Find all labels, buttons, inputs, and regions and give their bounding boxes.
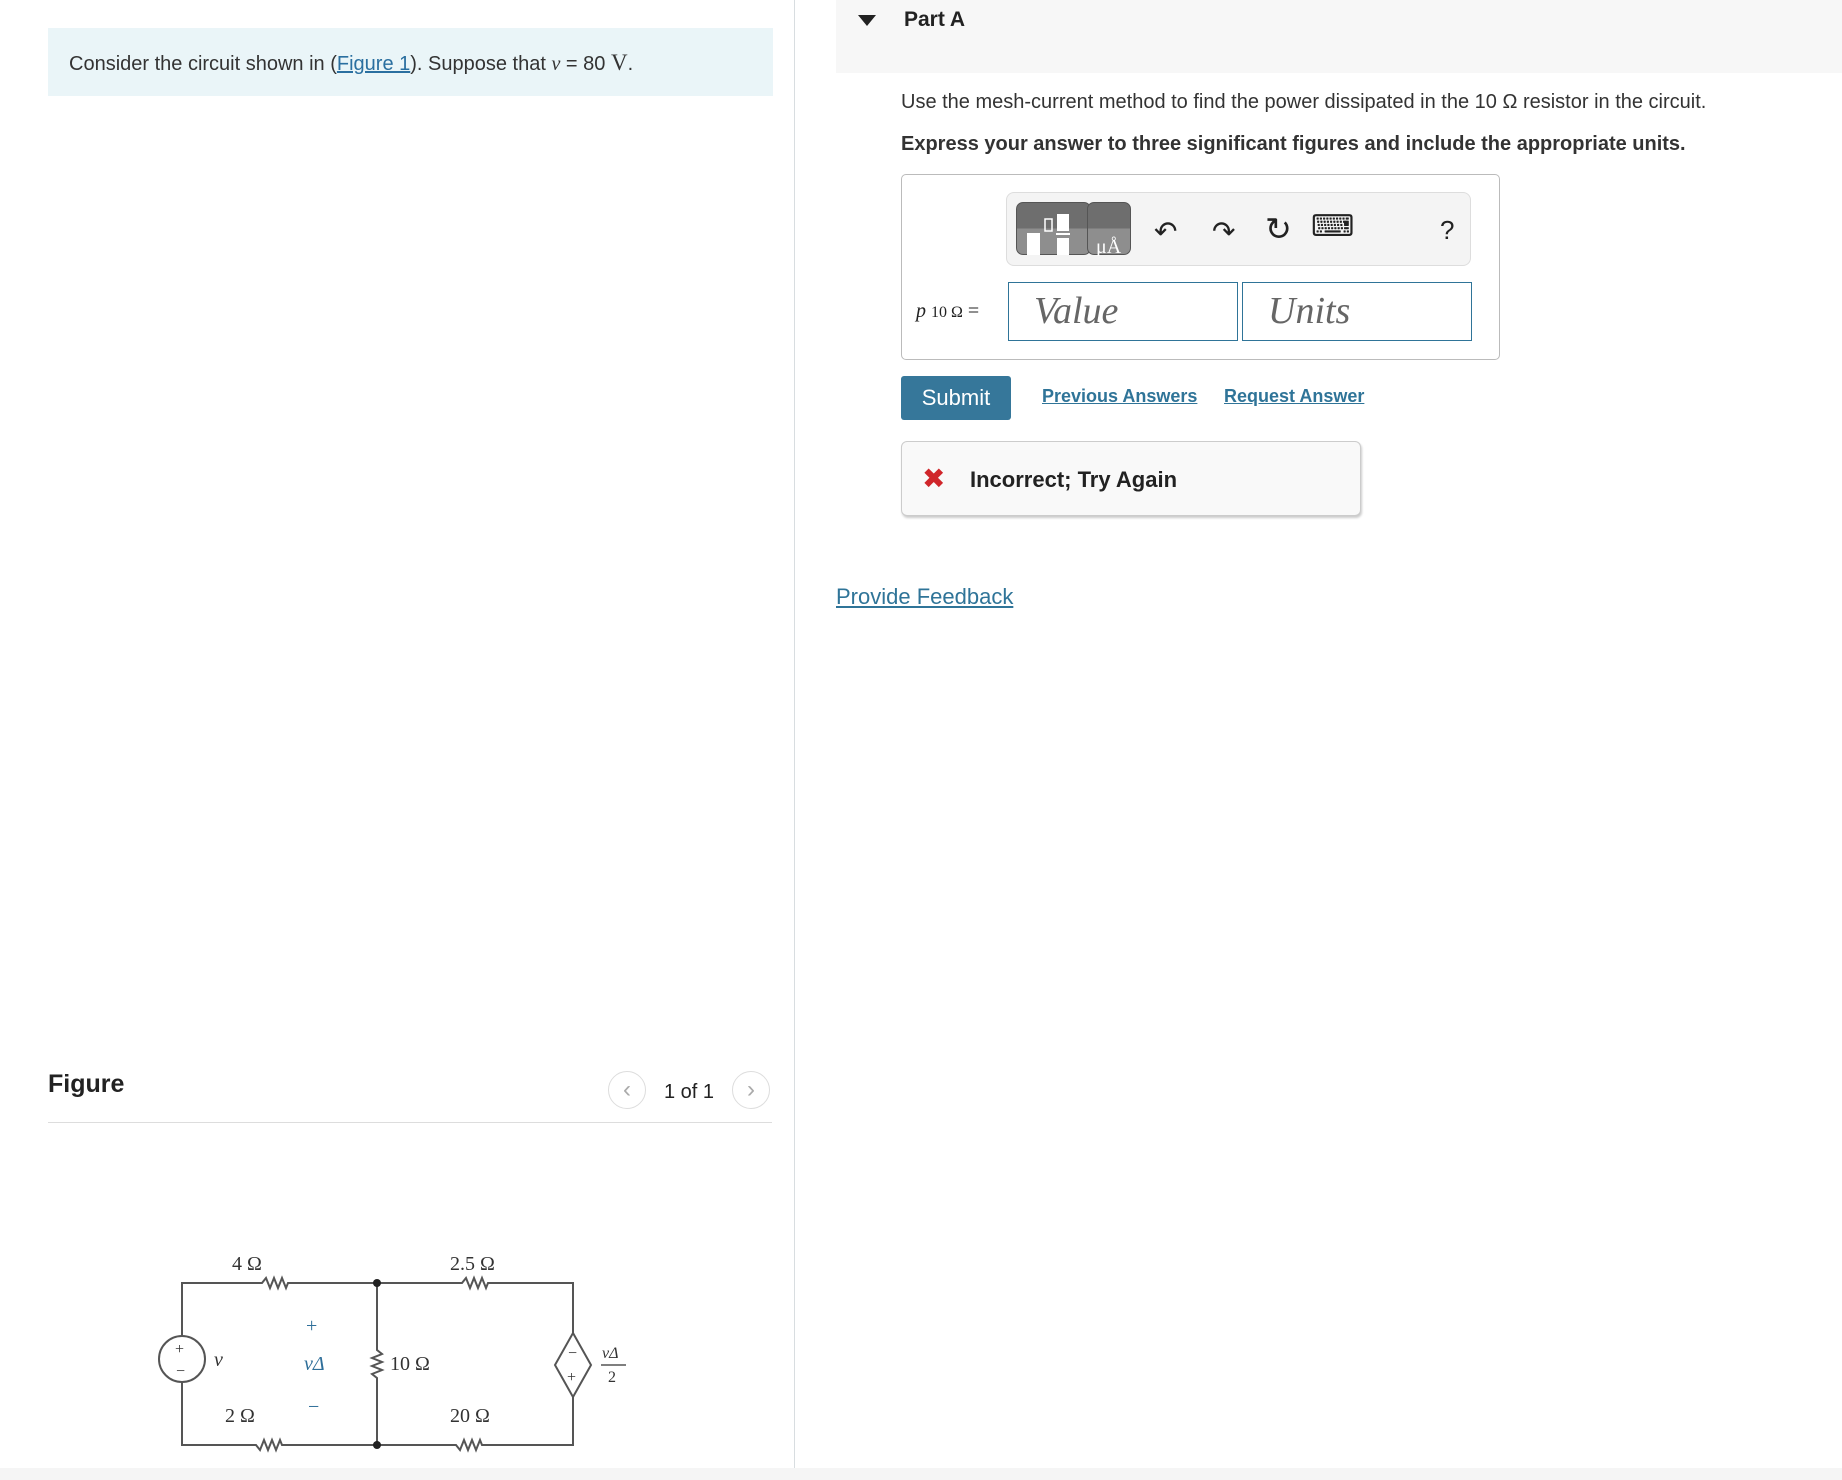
request-answer-link[interactable]: Request Answer — [1224, 386, 1365, 406]
submit-button[interactable]: Submit — [901, 376, 1011, 420]
svg-text:10 Ω: 10 Ω — [390, 1353, 430, 1375]
collapse-triangle-icon[interactable] — [858, 15, 876, 26]
figure-pager: 1 of 1 — [664, 1081, 715, 1103]
circuit-diagram — [140, 1230, 700, 1480]
units-button[interactable] — [1087, 202, 1131, 255]
svg-text:+: + — [567, 1369, 577, 1386]
math-toolbar — [1006, 192, 1471, 266]
svg-text:μÅ: μÅ — [1096, 236, 1122, 256]
feedback-message: Incorrect; Try Again — [970, 467, 1178, 492]
figure-divider — [48, 1122, 772, 1123]
svg-text:20 Ω: 20 Ω — [450, 1405, 490, 1427]
problem-statement: Consider the circuit shown in (Figure 1). Suppose that v = 80 V. — [48, 28, 773, 96]
pane-divider — [794, 0, 795, 1480]
units-icon — [1088, 203, 1132, 256]
templates-icon — [1017, 203, 1092, 256]
svg-text:vΔ: vΔ — [602, 1345, 619, 1362]
answer-label: p 10 Ω = — [916, 300, 980, 322]
svg-text:−: − — [176, 1363, 186, 1380]
svg-text:v: v — [214, 1349, 223, 1371]
instruction-text: Express your answer to three significant figures and include the appropriate units. — [901, 133, 1686, 155]
part-title: Part A — [904, 8, 966, 31]
question-text: Use the mesh-current method to find the power dissipated in the 10 Ω resistor in the circuit. — [901, 91, 1707, 113]
reset-icon[interactable]: ↻ — [1265, 211, 1292, 247]
previous-answers-link[interactable]: Previous Answers — [1042, 386, 1198, 406]
help-icon[interactable]: ? — [1440, 215, 1455, 245]
part-header[interactable] — [836, 0, 1842, 73]
figure-heading: Figure — [48, 1070, 125, 1098]
redo-icon[interactable]: ↷ — [1212, 216, 1236, 247]
svg-text:4 Ω: 4 Ω — [232, 1253, 262, 1275]
svg-text:−: − — [308, 1396, 320, 1418]
keyboard-icon[interactable]: ⌨ — [1311, 210, 1355, 243]
svg-text:vΔ: vΔ — [304, 1353, 325, 1375]
templates-button[interactable] — [1016, 202, 1091, 255]
bottom-bar — [0, 1468, 1842, 1480]
feedback-box — [901, 441, 1361, 516]
svg-text:2 Ω: 2 Ω — [225, 1405, 255, 1427]
svg-text:+: + — [306, 1315, 318, 1337]
prev-figure-button[interactable]: ‹ — [608, 1071, 646, 1109]
svg-text:−: − — [568, 1345, 578, 1362]
svg-text:2.5 Ω: 2.5 Ω — [450, 1253, 495, 1275]
provide-feedback-link[interactable]: Provide Feedback — [836, 584, 1014, 609]
incorrect-x-icon: ✖ — [922, 463, 946, 494]
svg-text:2: 2 — [608, 1369, 616, 1386]
undo-icon[interactable]: ↶ — [1154, 216, 1178, 247]
value-input[interactable]: Value — [1008, 282, 1238, 341]
svg-text:+: + — [175, 1341, 185, 1358]
figure-link[interactable]: Figure 1 — [336, 53, 411, 75]
circuit-labels — [175, 1253, 626, 1427]
next-figure-button[interactable]: › — [732, 1071, 770, 1109]
units-input[interactable]: Units — [1242, 282, 1472, 341]
